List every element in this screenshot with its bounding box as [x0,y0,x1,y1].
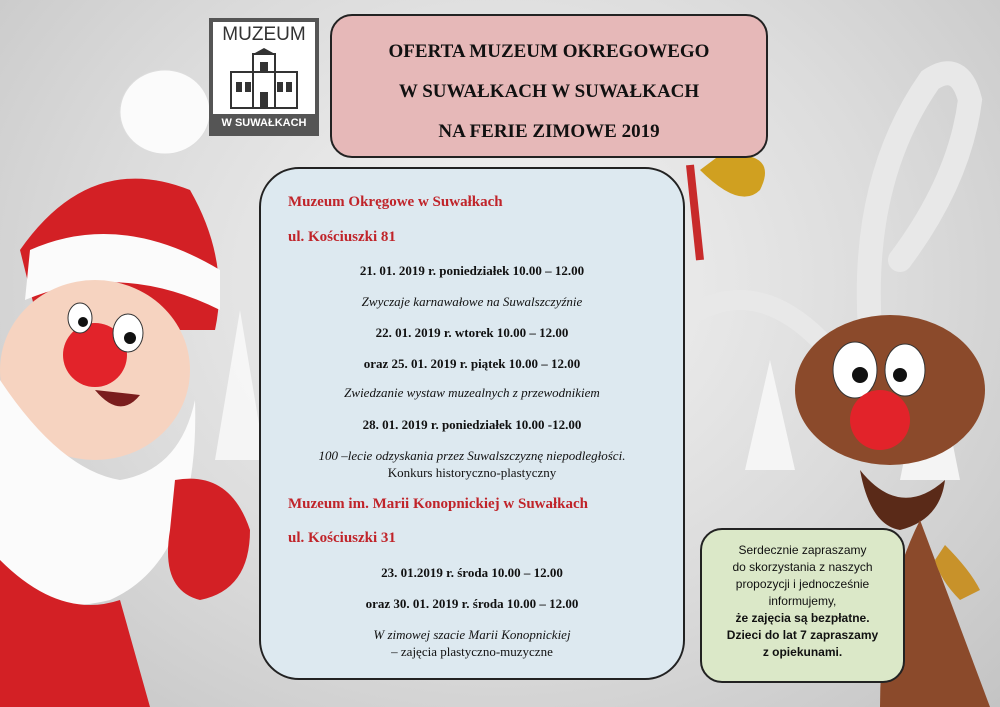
event-date: 21. 01. 2019 r. poniedziałek 10.00 – 12.00 [359,263,585,278]
museum-1-address: ul. Kościuszki 81 [288,229,396,245]
note-line-free: że zajęcia są bezpłatne. [735,611,870,625]
museum-2-name: Muzeum im. Marii Konopnickiej w Suwałkach [288,496,589,512]
museum-building-icon [227,48,301,110]
event-title: 100 –lecie odzyskania przez Suwalszczyznę niepodległości. [318,448,626,463]
museum-logo [209,18,319,136]
santa-claus-image [0,70,250,707]
event-date: 28. 01. 2019 r. poniedziałek 10.00 -12.00 [362,417,582,432]
title-line-3: NA FERIE ZIMOWE 2019 [438,121,660,142]
event-title: Zwyczaje karnawałowe na Suwalszczyźnie [361,294,583,309]
event-date: oraz 30. 01. 2019 r. środa 10.00 – 12.00 [365,596,579,611]
event-title: W zimowej szacie Marii Konopnickiej [373,627,571,642]
title-line-2: W SUWAŁKACH W SUWAŁKACH [398,81,700,102]
event-date: oraz 25. 01. 2019 r. piątek 10.00 – 12.00 [363,356,581,371]
invitation-note [700,528,905,683]
note-line: Serdecznie zapraszamy [738,543,867,557]
note-line-children: Dzieci do lat 7 zapraszamy [726,628,879,642]
title-box [330,14,768,158]
note-line: do skorzystania z naszych [732,560,873,574]
event-date: 23. 01.2019 r. środa 10.00 – 12.00 [381,565,563,580]
title-line-1: OFERTA MUZEUM OKREGOWEGO [388,41,710,62]
logo-top-text: MUZEUM [222,24,306,45]
note-line: informujemy, [768,594,837,608]
museum-2-address: ul. Kościuszki 31 [288,530,396,546]
event-title: Zwiedzanie wystaw muzealnych z przewodnikiem [344,385,600,400]
note-line-guardians: z opiekunami. [762,645,843,659]
event-subtitle: Konkurs historyczno-plastyczny [387,465,557,480]
schedule-box [259,167,685,680]
logo-bottom-text: W SUWAŁKACH [213,114,315,132]
event-subtitle: – zajęcia plastyczno-muzyczne [391,644,553,659]
museum-1-name: Muzeum Okręgowe w Suwałkach [288,194,503,210]
note-line: propozycji i jednocześnie [735,577,870,591]
event-date: 22. 01. 2019 r. wtorek 10.00 – 12.00 [375,325,569,340]
